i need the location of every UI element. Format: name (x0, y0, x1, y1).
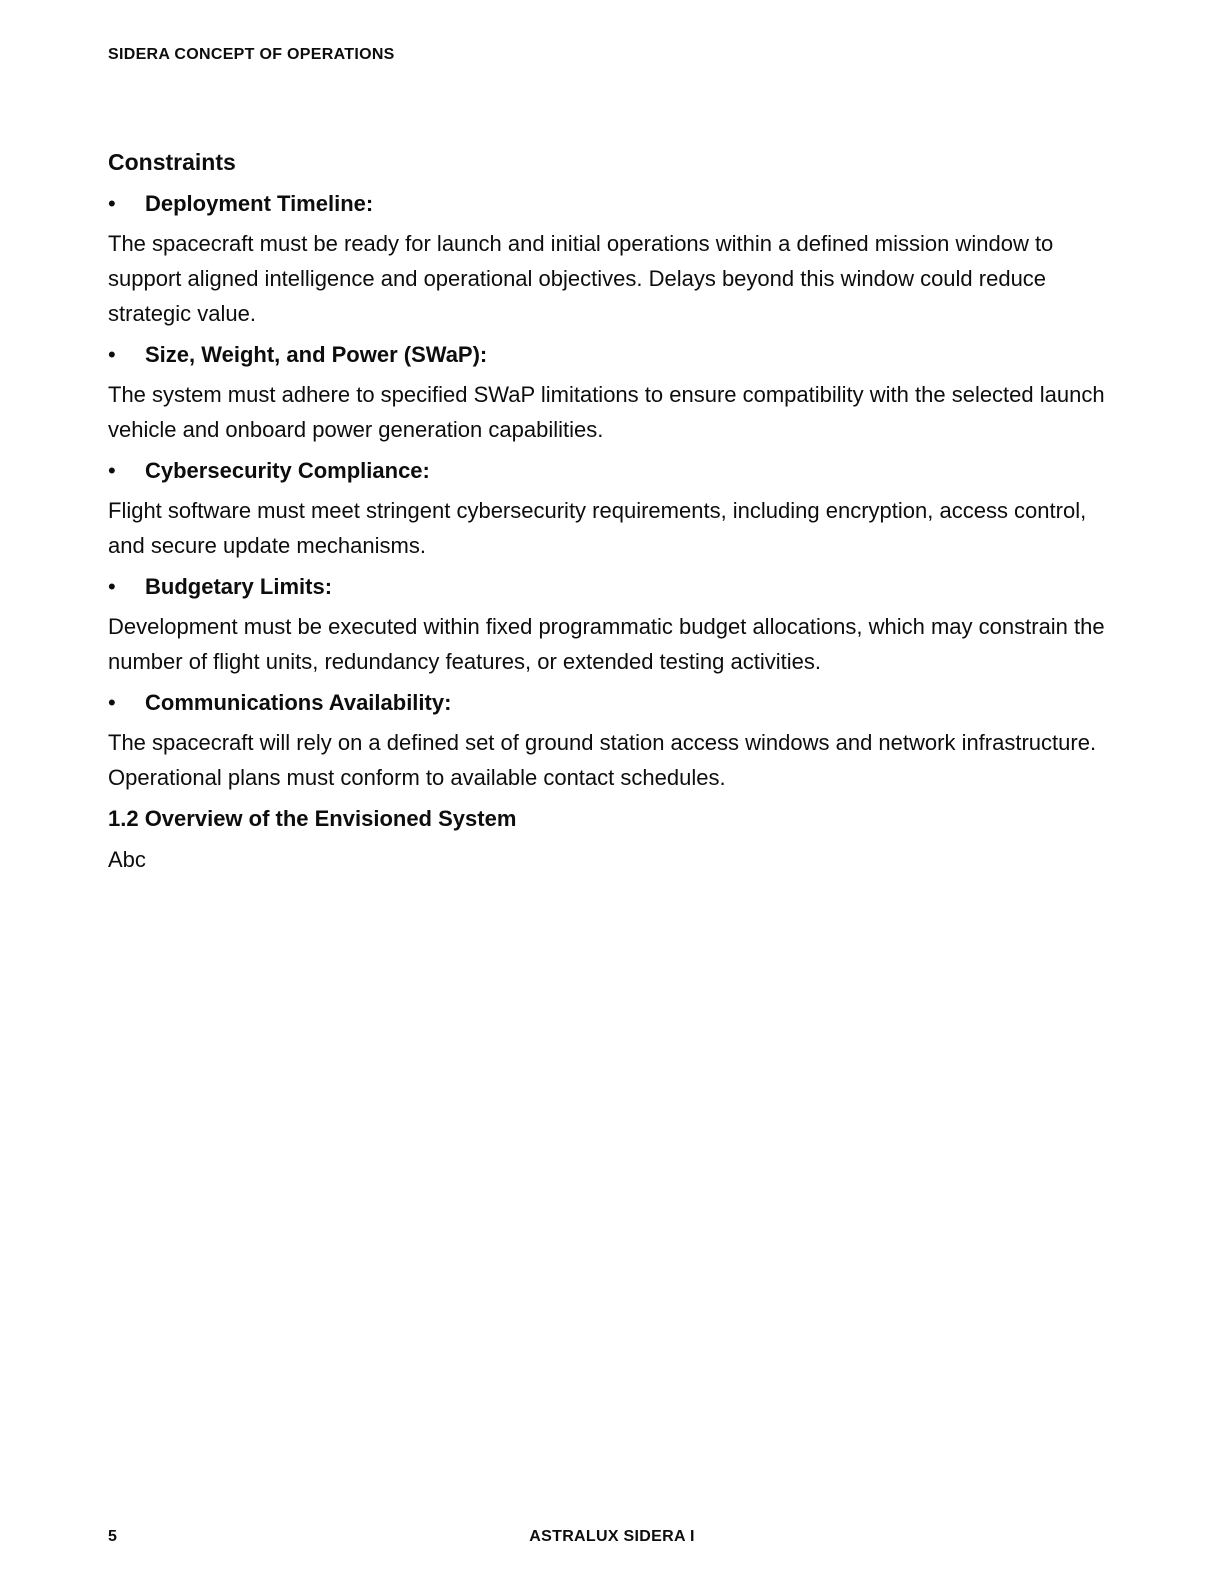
bullet-item-budgetary (108, 569, 1120, 604)
bullet-marker: • (108, 574, 116, 599)
bullet-label: Budgetary Limits: (145, 574, 333, 599)
bullet-label: Communications Availability: (145, 690, 452, 715)
footer-doc-title: ASTRALUX SIDERA I (529, 1528, 695, 1545)
bullet-body-budgetary: Development must be executed within fixed programmatic budget allocations, which may constrain the number of flight units, redundancy features, or extended testing activities. (108, 614, 1105, 674)
bullet-body-swap: The system must adhere to specified SWaP limitations to ensure compatibility with the selected launch vehicle and onboard power generation capabilities. (108, 382, 1105, 442)
running-header: SIDERA CONCEPT OF OPERATIONS (108, 46, 395, 63)
section-title-constraints: Constraints (108, 149, 236, 175)
bullet-body-cybersecurity: Flight software must meet stringent cybersecurity requirements, including encryption, access control, and secure update mechanisms. (108, 498, 1087, 558)
page-footer (0, 1528, 1224, 1552)
bullet-label: Cybersecurity Compliance: (145, 458, 430, 483)
subsection-body: Abc (108, 847, 146, 872)
bullet-marker: • (108, 342, 116, 367)
bullet-body-communications: The spacecraft will rely on a defined set of ground station access windows and network infrastructure. Operational plans must conform to available contact schedules. (108, 730, 1097, 790)
subsection-title-overview: 1.2 Overview of the Envisioned System (108, 806, 517, 831)
bullet-label: Deployment Timeline: (145, 191, 374, 216)
bullet-item-deployment-timeline (108, 186, 1120, 221)
bullet-body-deployment-timeline: The spacecraft must be ready for launch and initial operations within a defined mission window to support aligned intelligence and operational objectives. Delays beyond this window could reduce strategic value. (108, 231, 1054, 326)
page-number: 5 (108, 1528, 117, 1545)
bullet-marker: • (108, 191, 116, 216)
bullet-item-communications (108, 685, 1120, 720)
page-body (108, 145, 1120, 877)
bullet-marker: • (108, 458, 116, 483)
bullet-item-swap (108, 337, 1120, 372)
bullet-marker: • (108, 690, 116, 715)
bullet-item-cybersecurity (108, 453, 1120, 488)
bullet-label: Size, Weight, and Power (SWaP): (145, 342, 488, 367)
